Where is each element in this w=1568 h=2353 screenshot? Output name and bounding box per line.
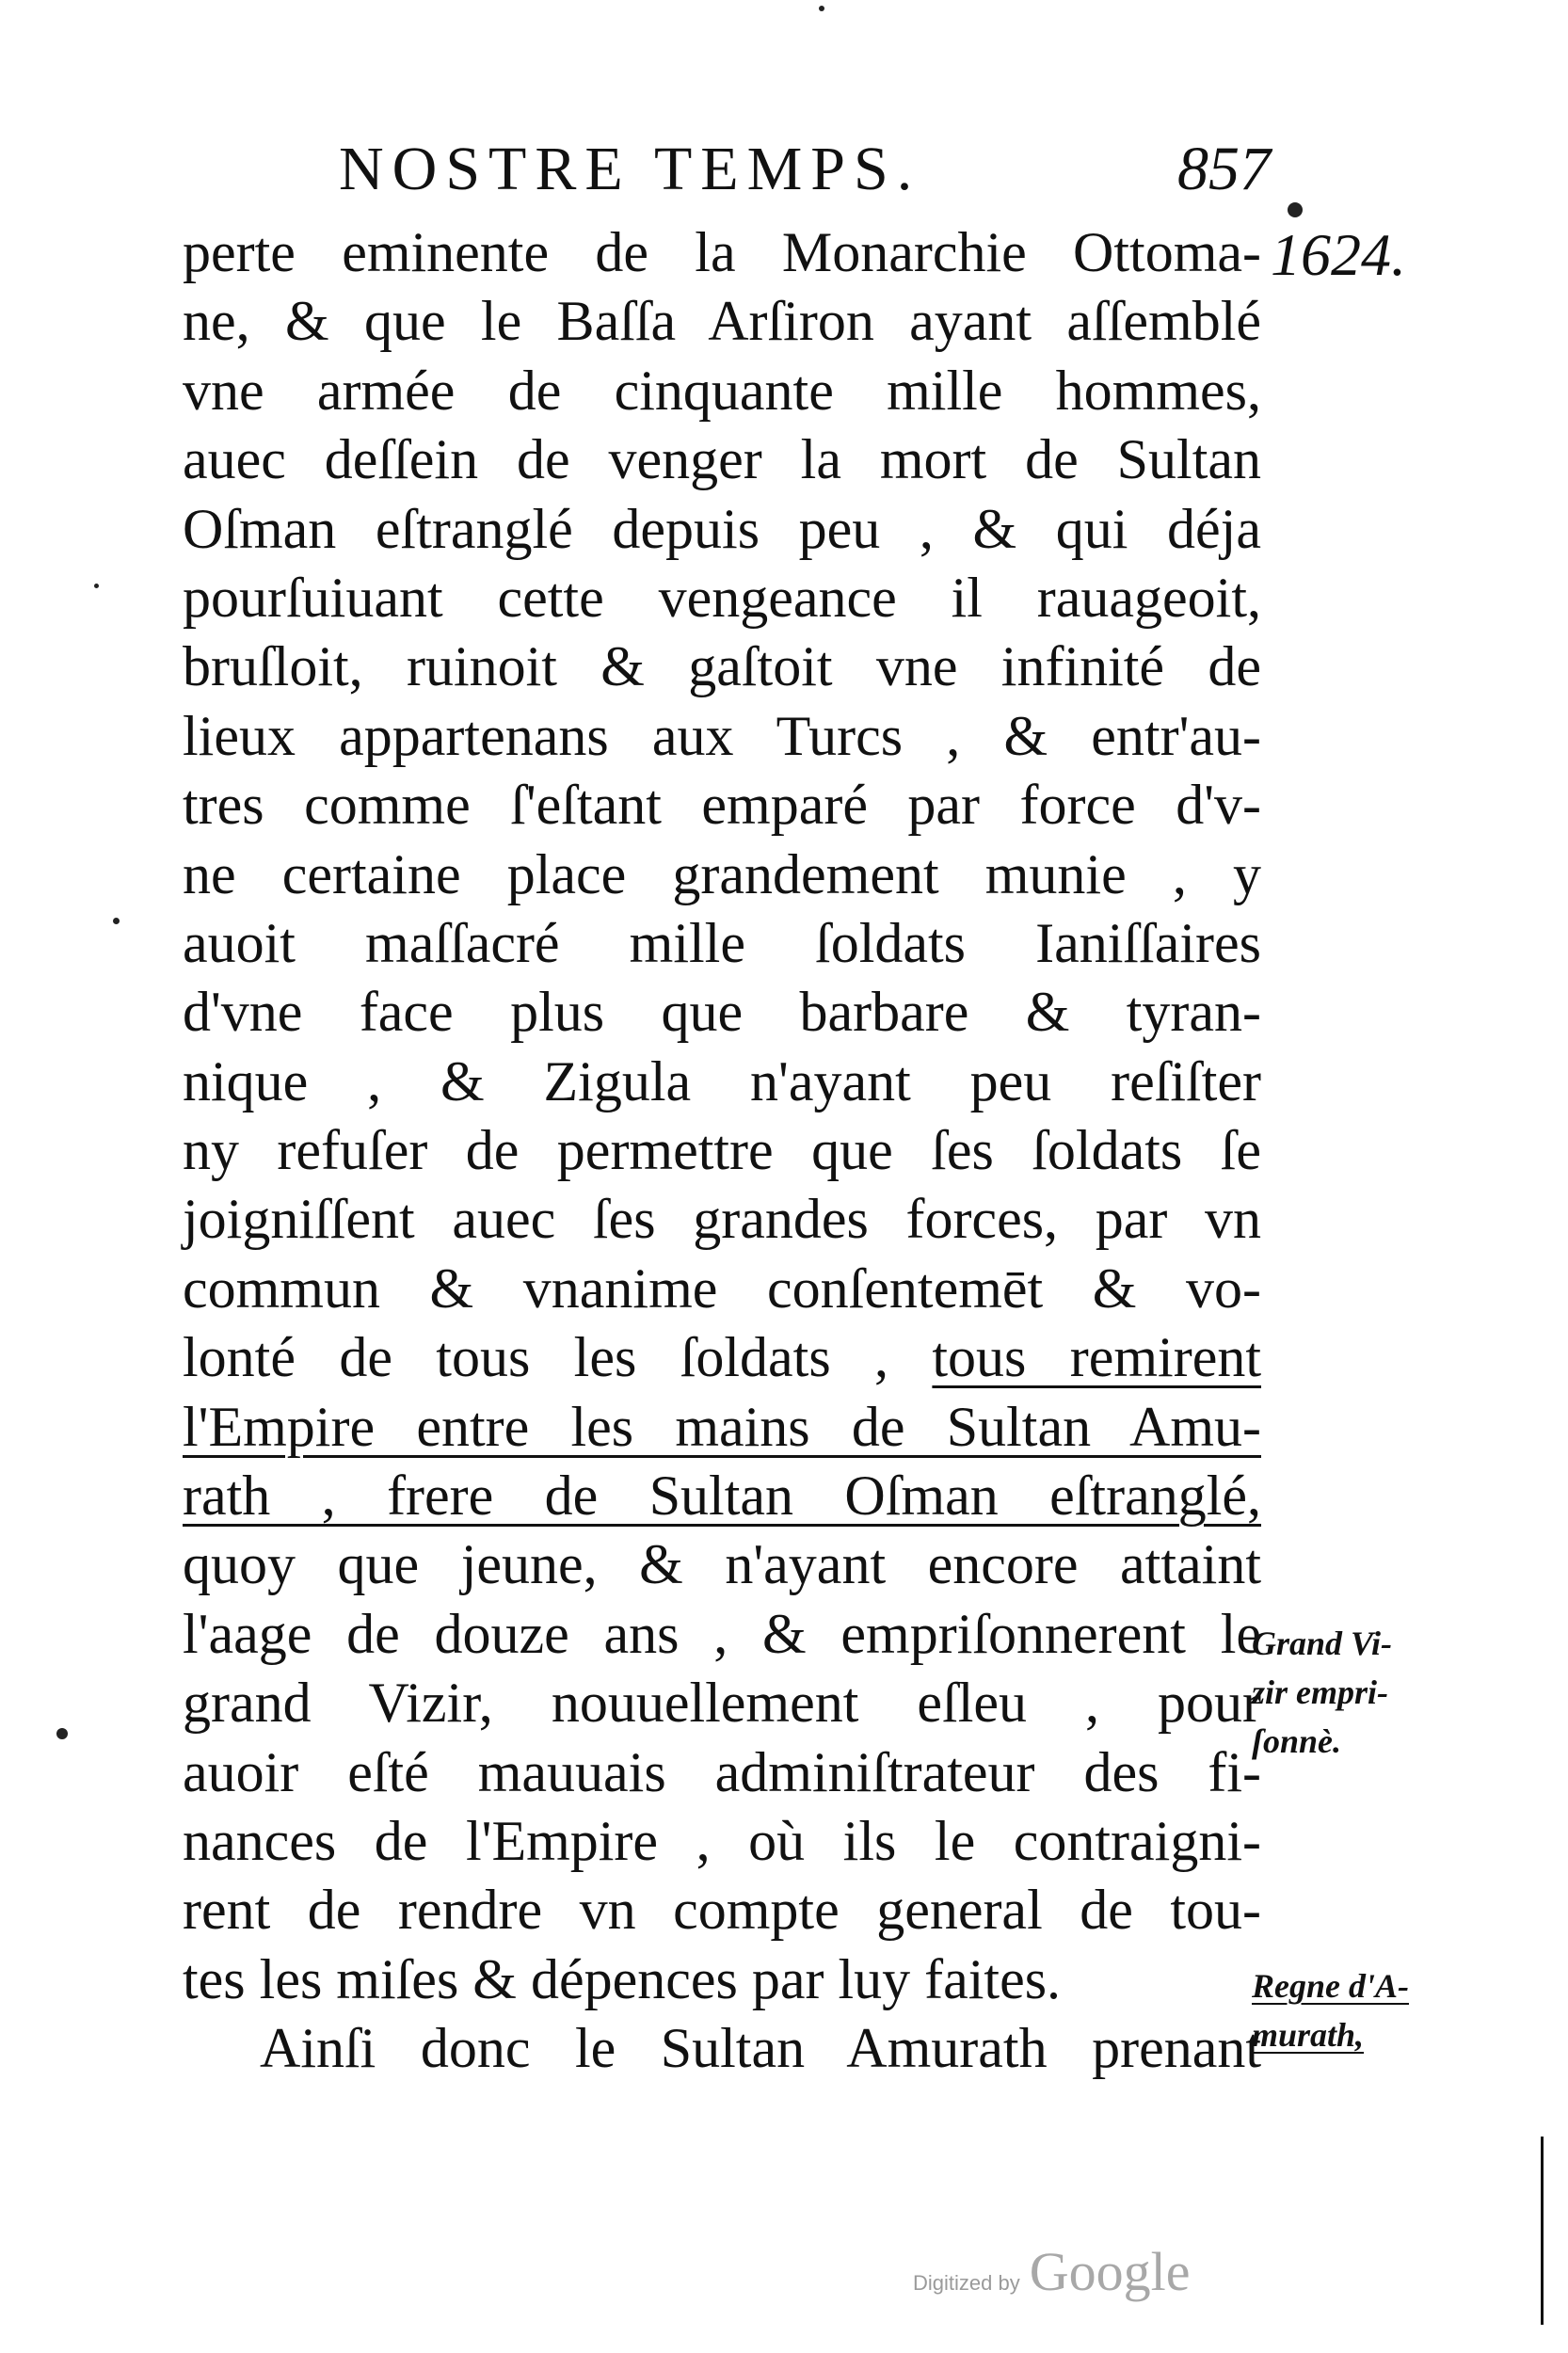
running-title: NOSTRE TEMPS. [339,135,921,203]
text-line-underlined [183,1462,1261,1530]
margin-note-line: zir empri- [1252,1673,1389,1711]
text-line: rent de rendre vn compte general de tou- [183,1879,1261,1942]
margin-year: 1624. [1271,221,1406,288]
margin-note-line: ſonnè. [1252,1722,1342,1760]
text-line: Oſman eſtranglé depuis peu , & qui déja [183,497,1261,560]
margin-note-regne [1252,1961,1409,2059]
text-line: auoir eſté mauuais adminiſtrateur des fi- [183,1740,1261,1803]
text-line: tres comme ſ'eſtant emparé par force d'v- [183,774,1261,837]
text-line: lieux appartenans aux Turcs , & entr'au- [183,704,1261,767]
text-line: ne certaine place grandement munie , y [183,842,1261,905]
google-wordmark: Google [1029,2241,1191,2302]
body-text [183,218,1261,2084]
text-line: joigniſſent auec ſes grandes forces, par vn [183,1188,1261,1251]
margin-note-underlined: murath, [1252,2016,1365,2054]
margin-note-underlined: Regne d'A- [1252,1967,1409,2005]
text-line: perte eminente de la Monarchie Ottoma- [183,221,1261,283]
text-line: nique , & Zigula n'ayant peu reſiſter [183,1049,1261,1112]
text-line: bruſloit, ruinoit & gaſtoit vne infinité de [183,635,1261,698]
text-line: commun & vnanime conſentemēt & vo- [183,1257,1261,1320]
text-line: vne armée de cinquante mille hommes, [183,359,1261,422]
page-number: 857 [1177,135,1271,203]
text-line: ny refuſer de permettre que ſes ſoldats ſe [183,1119,1261,1182]
text-line: auoit maſſacré mille ſoldats Ianiſſaires [183,911,1261,974]
digitized-by-label: Digitized by [913,2271,1020,2295]
margin-note-line [1252,1961,1409,2010]
text-line-part: lonté de tous les ſoldats , [183,1326,889,1389]
text-line: l'aage de douze ans , & empriſonnerent le [183,1602,1261,1665]
underlined-line: rath , frere de Sultan Oſman eſtranglé, [183,1465,1261,1528]
text-line: grand Vizir, nouuellement eſleu , pour [183,1672,1261,1735]
ink-speck [56,1728,68,1739]
text-line: pourſuiuant cette vengeance il rauageoit, [183,566,1261,629]
ink-speck [1288,202,1303,217]
margin-note-grand-vizir [1252,1619,1392,1766]
text-line: quoy que jeune, & n'ayant encore attaint [183,1533,1261,1596]
ink-speck [113,918,120,924]
underlined-line: l'Empire entre les mains de Sultan Amu- [183,1395,1261,1458]
ink-speck [94,584,99,588]
margin-note-line [1252,2010,1409,2059]
text-line: nances de l'Empire , où ils le contraigni- [183,1809,1261,1872]
text-line-underlined [183,1393,1261,1462]
page-edge-line [1541,2137,1544,2325]
text-line: d'vne face plus que barbare & tyran- [183,981,1261,1044]
digitization-credit [913,2240,1190,2306]
text-line: auec deſſein de venger la mort de Sultan [183,428,1261,491]
ink-speck [819,6,824,11]
underlined-phrase: tous remirent [932,1326,1261,1389]
text-line-underlined-start [183,1323,1261,1392]
running-head [339,132,1271,207]
margin-note-line: Grand Vi- [1252,1625,1393,1662]
text-line: tes les miſes & dépences par luy faites. [183,1947,1062,2010]
text-line: ne, & que le Baſſa Arſiron ayant aſſemblé [183,290,1261,353]
text-line-paragraph-start: Ainſi donc le Sultan Amurath prenant [260,2017,1261,2080]
